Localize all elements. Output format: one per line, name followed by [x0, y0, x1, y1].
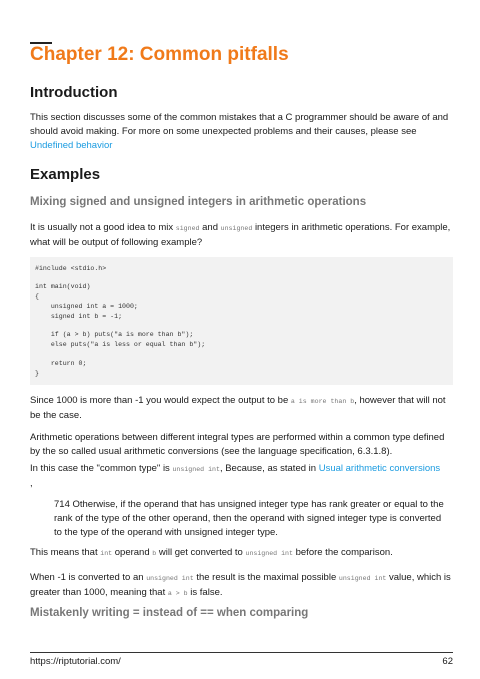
text-span: This means that — [30, 547, 98, 558]
paragraph-result — [30, 571, 453, 601]
text-span: is false. — [190, 587, 223, 598]
document-page — [30, 0, 453, 679]
code-line: else puts("a is less or equal than b"); — [35, 341, 206, 348]
text-span: , Because, as stated in — [219, 463, 317, 474]
inline-code: int — [100, 550, 113, 557]
introduction-heading: Introduction — [30, 84, 118, 101]
paragraph-common-type — [30, 462, 453, 491]
code-block — [30, 257, 453, 385]
code-line: } — [35, 370, 39, 377]
paragraph-expectation — [30, 394, 453, 423]
text-span: will get converted to — [158, 547, 243, 558]
text-span: , — [30, 478, 33, 489]
footer-url[interactable]: https://riptutorial.com/ — [30, 656, 121, 667]
paragraph-mix — [30, 221, 453, 250]
inline-code: unsigned int — [146, 575, 194, 582]
code-line: unsigned int a = 1000; — [35, 303, 138, 310]
footer-rule — [30, 652, 453, 653]
usual-arithmetic-conversions-link[interactable]: Usual arithmetic conversions — [318, 463, 441, 474]
code-line: signed int b = -1; — [35, 313, 123, 320]
code-line: if (a > b) puts("a is more than b"); — [35, 331, 194, 338]
inline-code: signed — [175, 225, 200, 232]
page-number: 62 — [442, 656, 453, 667]
chapter-title: Chapter 12: Common pitfalls — [30, 44, 289, 65]
intro-paragraph — [30, 111, 453, 153]
text-span: It is usually not a good idea to mix — [30, 222, 174, 233]
text-span: In this case the "common type" is — [30, 463, 170, 474]
inline-code: unsigned int — [338, 575, 387, 582]
code-line: #include <stdio.h> — [35, 265, 107, 272]
text-span: value, which is greater than 1000, meaning that — [30, 572, 451, 598]
text-span: , however that will not be the case. — [30, 395, 446, 421]
spec-quote: 714 Otherwise, if the operand that has unsigned integer type has rank greater or equal to the rank of the type of the other operand, then the operand with signed integer type is converted to the type of the operand with unsigned integer type. — [54, 499, 444, 538]
text-span: the result is the maximal possible — [196, 572, 337, 583]
examples-heading: Examples — [30, 166, 101, 183]
inline-code: b — [152, 550, 157, 557]
text-span: and — [202, 222, 218, 233]
mixing-signed-unsigned-heading: Mixing signed and unsigned integers in arithmetic operations — [30, 196, 367, 208]
code-line: { — [35, 293, 39, 300]
paragraph-arithmetic: Arithmetic operations between different integral types are performed within a common type defined by the so called usual arithmetic conversions (see the language specification, 6.3.1.8). — [30, 432, 445, 457]
text-span: integers in arithmetic operations. For example, what will be output of following example? — [30, 222, 451, 248]
inline-code: unsigned int — [172, 466, 220, 473]
inline-code: unsigned int — [245, 550, 293, 557]
undefined-behavior-link[interactable]: Undefined behavior — [30, 140, 113, 151]
text-span: operand — [114, 547, 150, 558]
paragraph-conversion — [30, 546, 453, 561]
text-span: before the comparison. — [295, 547, 393, 558]
code-line: int main(void) — [35, 283, 91, 290]
inline-code: a > b — [167, 590, 188, 597]
text-span: Since 1000 is more than -1 you would expect the output to be — [30, 395, 289, 406]
code-line: return 0; — [35, 360, 87, 367]
mistaken-assignment-heading: Mistakenly writing = instead of == when comparing — [30, 607, 309, 619]
inline-code: unsigned — [220, 225, 253, 232]
inline-code: a is more than b — [290, 398, 355, 405]
text-span: When -1 is converted to an — [30, 572, 144, 583]
intro-text: This section discusses some of the common mistakes that a C programmer should be aware of and should avoid making. For more on some unexpected problems and their causes, please see — [30, 112, 449, 137]
